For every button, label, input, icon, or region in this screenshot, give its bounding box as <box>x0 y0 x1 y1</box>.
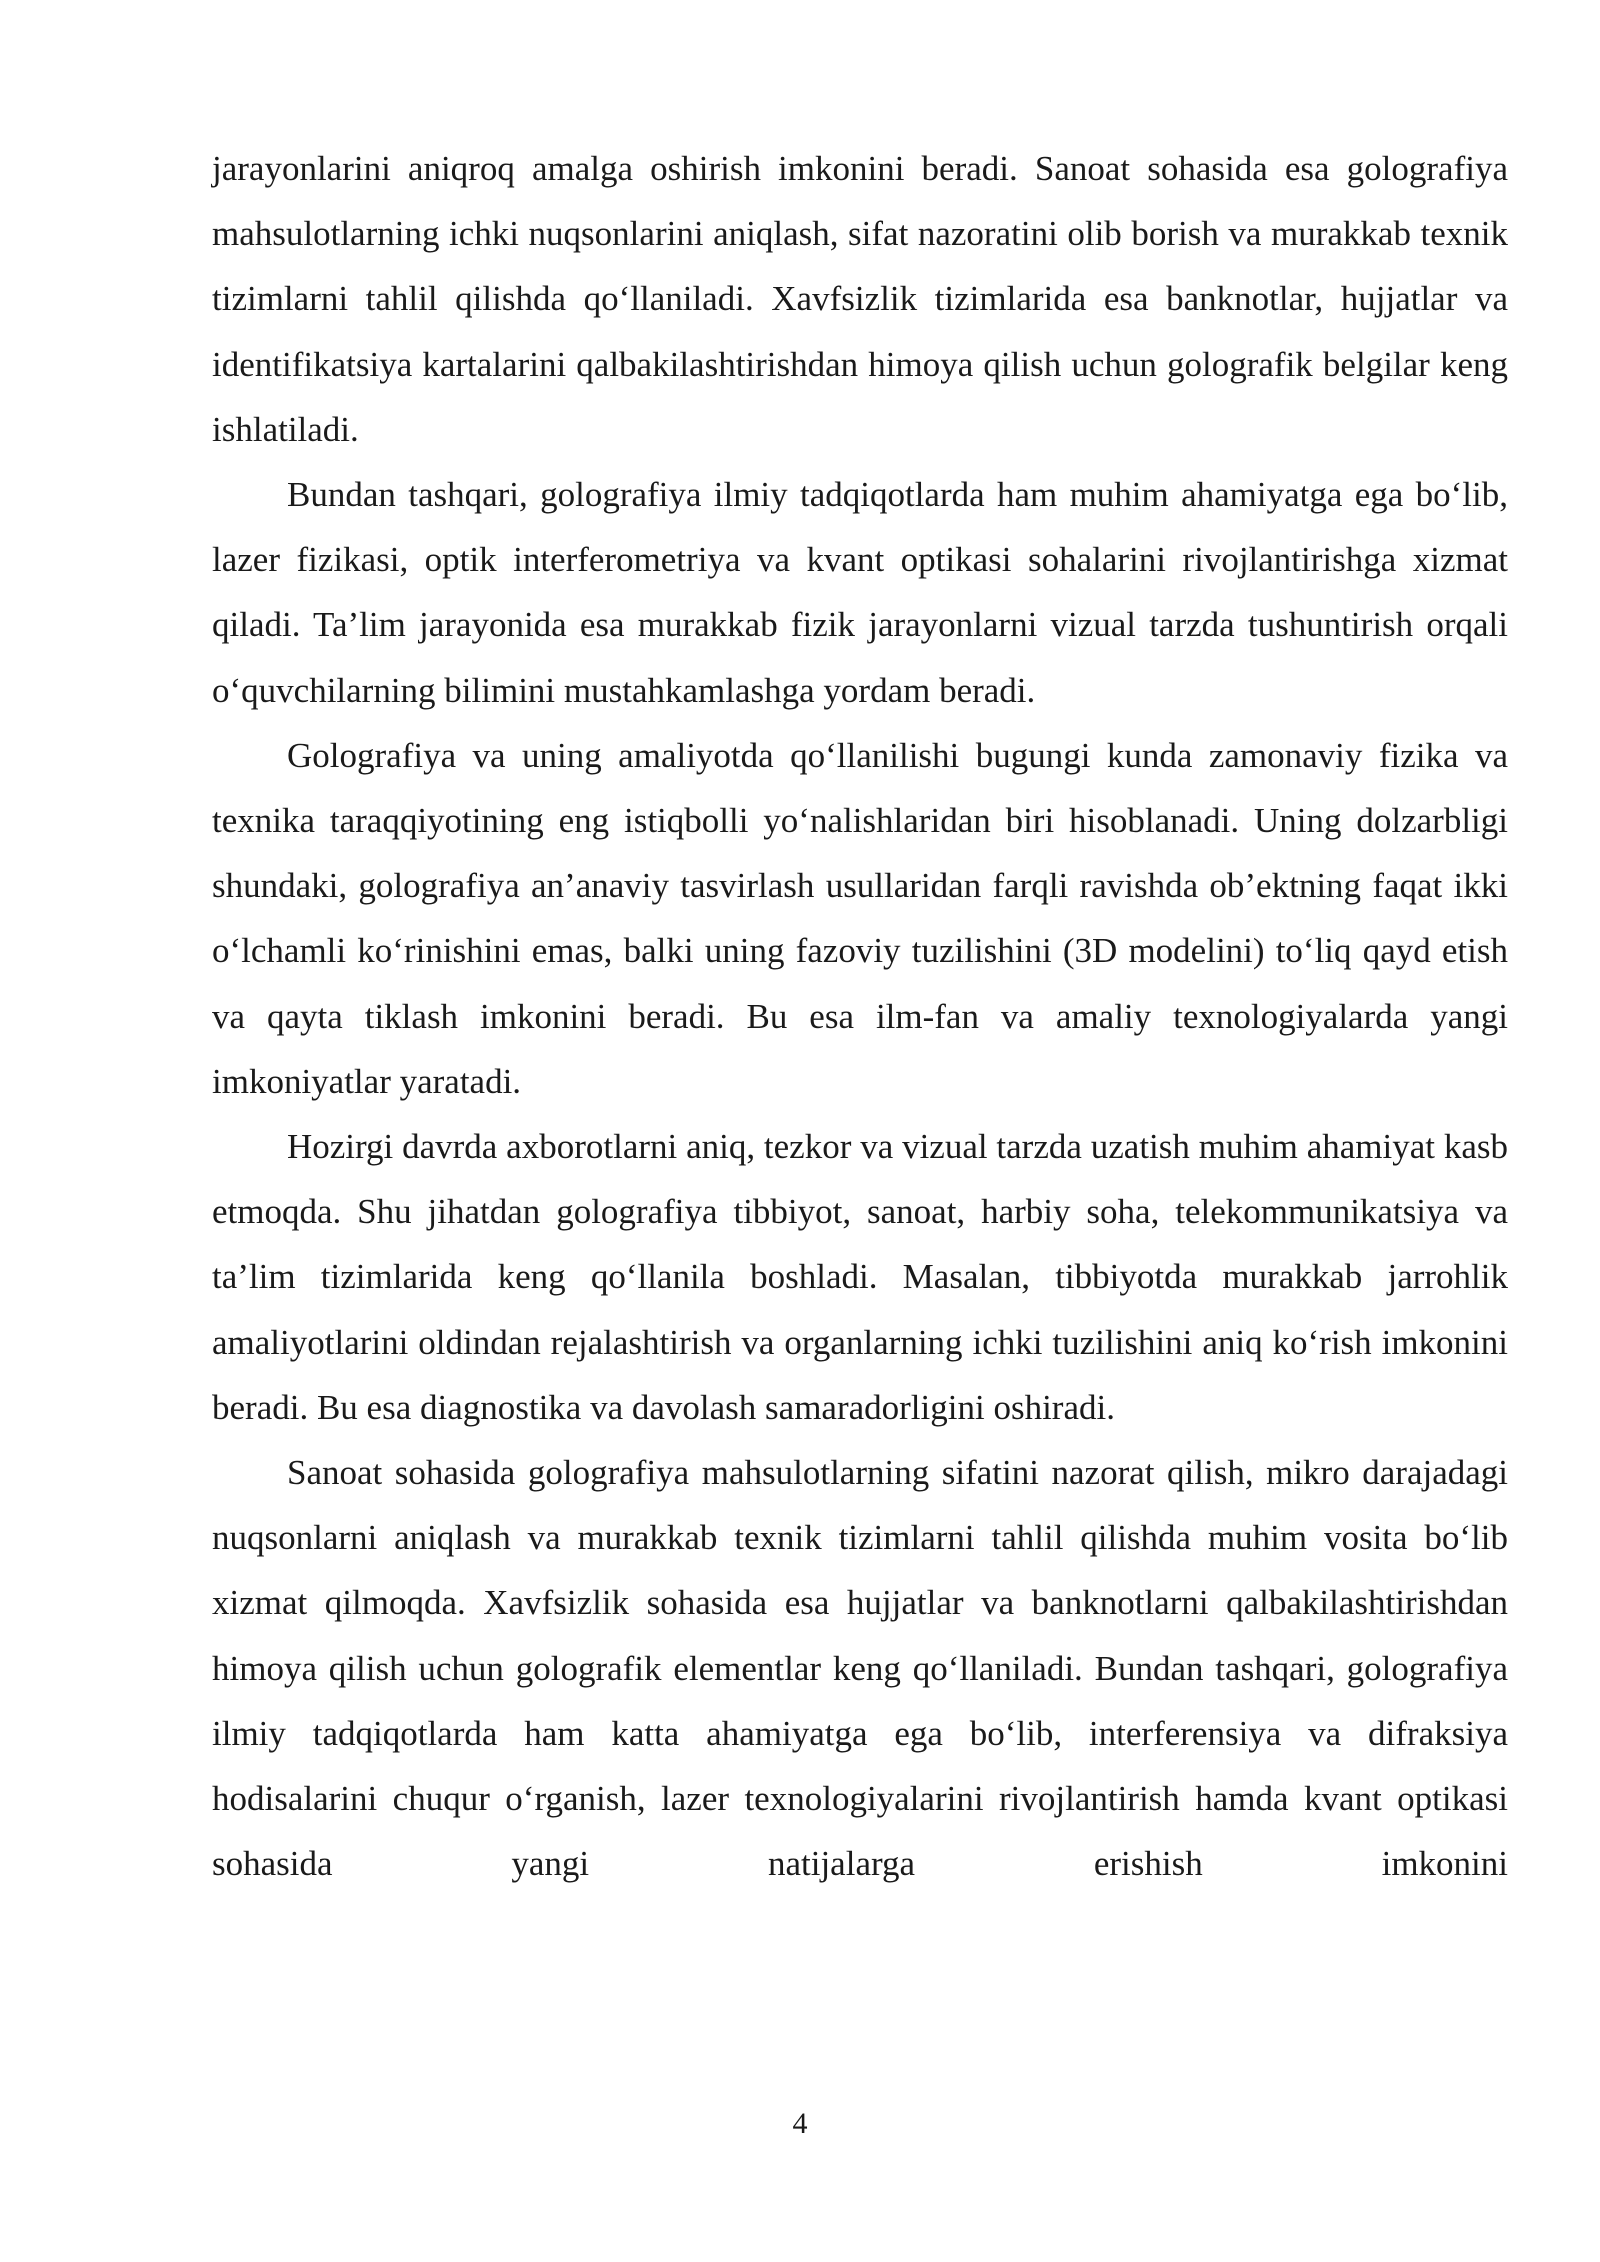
paragraph: Sanoat sohasida golografiya mahsulotlarning sifatini nazorat qilish, mikro darajadagi nuqsonlarni aniqlash va murakkab texnik tizimlarni tahlil qilishda muhim vosita bo‘lib xizmat qilmoqda. Xavfsizlik sohasida esa hujjatlar va banknotlarni qalbakilashtirishdan himoya qilish uchun golografik elementlar keng qo‘llaniladi. Bundan tashqari, golografiya ilmiy tadqiqotlarda ham katta ahamiyatga ega bo‘lib, interferensiya va difraksiya hodisalarini chuqur o‘rganish, lazer texnologiyalarini rivojlantirish hamda kvant optikasi sohasida yangi natijalarga erishish imkonini <box>212 1453 1508 1884</box>
page-number: 4 <box>792 2107 808 2140</box>
paragraph-continuation: jarayonlarini aniqroq amalga oshirish imkonini beradi. Sanoat sohasida esa golografiya mahsulotlarning ichki nuqsonlarini aniqlash, sifat nazoratini olib borish va murakkab texnik tizimlarni tahlil qilishda qo‘llaniladi. Xavfsizlik tizimlarida esa banknotlar, hujjatlar va identifikatsiya kartalarini qalbakilashtirishdan himoya qilish uchun golografik belgilar keng ishlatiladi. <box>212 149 1508 449</box>
document-body <box>212 136 1508 1896</box>
paragraph: Golografiya va uning amaliyotda qo‘llanilishi bugungi kunda zamonaviy fizika va texnika taraqqiyotining eng istiqbolli yo‘nalishlaridan biri hisoblanadi. Uning dolzarbligi shundaki, golografiya an’anaviy tasvirlash usullaridan farqli ravishda ob’ektning faqat ikki o‘lchamli ko‘rinishini emas, balki uning fazoviy tuzilishini (3D modelini) to‘liq qayd etish va qayta tiklash imkonini beradi. Bu esa ilm-fan va amaliy texnologiyalarda yangi imkoniyatlar yaratadi. <box>212 735 1508 1101</box>
paragraph: Hozirgi davrda axborotlarni aniq, tezkor va vizual tarzda uzatish muhim ahamiyat kasb etmoqda. Shu jihatdan golografiya tibbiyot, sanoat, harbiy soha, telekommunikatsiya va ta’lim tizimlarida keng qo‘llanila boshladi. Masalan, tibbiyotda murakkab jarrohlik amaliyotlarini oldindan rejalashtirish va organlarning ichki tuzilishini aniq ko‘rish imkonini beradi. Bu esa diagnostika va davolash samaradorligini oshiradi. <box>212 1127 1508 1427</box>
paragraph: Bundan tashqari, golografiya ilmiy tadqiqotlarda ham muhim ahamiyatga ega bo‘lib, lazer fizikasi, optik interferometriya va kvant optikasi sohalarini rivojlantirishga xizmat qiladi. Ta’lim jarayonida esa murakkab fizik jarayonlarni vizual tarzda tushuntirish orqali o‘quvchilarning bilimini mustahkamlashga yordam beradi. <box>212 475 1508 710</box>
